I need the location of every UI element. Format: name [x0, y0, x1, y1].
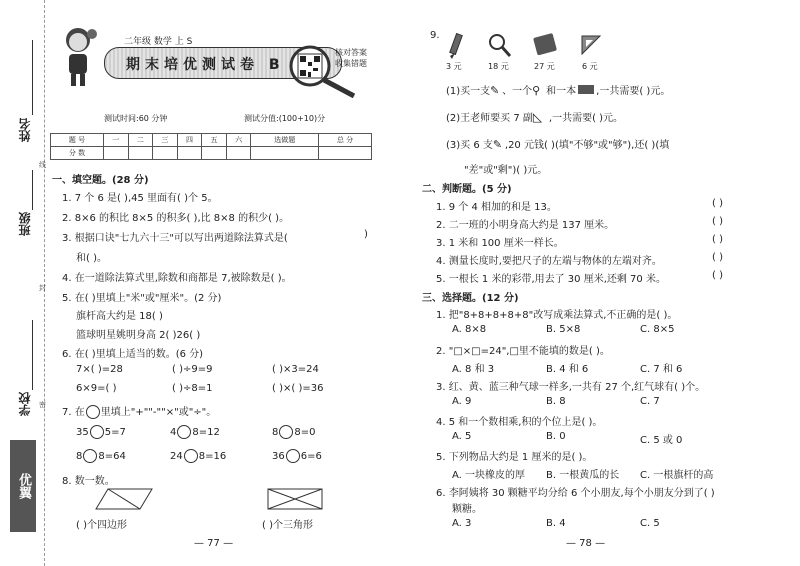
score-cell[interactable]: [226, 147, 251, 160]
question-9-3b: "差"或"剩")( )元。: [464, 165, 548, 176]
subject-line: 二年级 数学 上 S: [124, 37, 193, 47]
question-3: 3. 根据口诀"七九六十三"可以写出两道除法算式是(: [62, 233, 288, 244]
test-score: 测试分值:(100+10)分: [244, 114, 326, 123]
score-table-row: [51, 147, 372, 160]
choice-option: B. 一根黄瓜的长: [546, 470, 620, 481]
table-cell: 一: [103, 134, 128, 147]
q6-item: 6×9=( ): [76, 383, 117, 394]
table-cell: 六: [226, 134, 251, 147]
choice-question-2: 2. "□×□=24",□里不能填的数是( )。: [436, 346, 610, 357]
triangle-ruler-icon: [580, 32, 602, 56]
score-cell[interactable]: [153, 147, 178, 160]
score-cell[interactable]: [251, 147, 319, 160]
class-label: 班级: [18, 212, 32, 236]
score-table-row: [51, 134, 372, 147]
question-8b: ( )个三角形: [262, 520, 313, 531]
score-cell[interactable]: [202, 147, 227, 160]
price-pencil: 3 元: [446, 62, 462, 71]
price-notebook: 27 元: [534, 62, 555, 71]
blank-circle[interactable]: [177, 425, 191, 439]
score-cell[interactable]: [128, 147, 153, 160]
table-cell: 三: [153, 134, 178, 147]
choice-option: B. 8: [546, 396, 566, 407]
pencil-icon: ✎: [492, 138, 503, 151]
price-ruler: 6 元: [582, 62, 598, 71]
q7-item: 24 8=16: [170, 451, 227, 462]
school-label: 学校: [18, 392, 32, 416]
question-8a: ( )个四边形: [76, 520, 127, 531]
q6-item: ( )×3=24: [272, 364, 319, 375]
question-4: 4. 在一道除法算式里,除数和商都是 7,被除数是( )。: [62, 273, 292, 284]
brand-logo: 优翼: [10, 440, 36, 532]
notebook-icon: [578, 85, 594, 94]
q6-item: 7×( )=28: [76, 364, 123, 375]
girl-mascot-icon: [52, 22, 104, 88]
judge-answer[interactable]: ( ): [712, 216, 723, 227]
choice-option: C. 7: [640, 396, 660, 407]
choice-question-3: 3. 红、黄、蓝三种气球一样多,一共有 27 个,红气球有( )个。: [436, 382, 706, 393]
question-9: 9.: [430, 30, 440, 41]
operator-circle-icon: [86, 405, 100, 419]
judge-item: 3. 1 米和 100 厘米一样长。: [436, 238, 564, 249]
question-9-1: (1)买一支✎ 、一个⚲ 和一本 ,一共需要( )元。: [446, 84, 671, 97]
rectangle-triangles-figure-icon: [266, 487, 324, 511]
score-cell[interactable]: [103, 147, 128, 160]
table-cell: 二: [128, 134, 153, 147]
parallelogram-figure-icon: [94, 487, 154, 511]
judge-answer[interactable]: ( ): [712, 252, 723, 263]
choice-question-5: 5. 下列物品大约是 1 厘米的是( )。: [436, 452, 593, 463]
q6-item: ( )×( )=36: [272, 383, 324, 394]
judge-item: 5. 一根长 1 米的彩带,用去了 30 厘米,还剩 70 米。: [436, 274, 666, 285]
judge-item: 4. 测量长度时,要把尺子的左端与物体的左端对齐。: [436, 256, 662, 267]
blank-circle[interactable]: [83, 449, 97, 463]
choice-option: B. 5×8: [546, 324, 581, 335]
table-cell: 四: [177, 134, 202, 147]
question-6: 6. 在( )里填上适当的数。(6 分): [62, 349, 204, 360]
q7-item: 8 8=0: [272, 427, 316, 438]
magnifier-icon: ⚲: [532, 84, 541, 97]
seal-mark-1: 线: [39, 161, 46, 169]
ruler-set-icon: ◺: [532, 110, 543, 124]
table-cell: 题 号: [51, 134, 104, 147]
choice-option: A. 一块橡皮的厚: [452, 470, 526, 481]
notebook-icon: [531, 32, 561, 56]
table-cell: 总 分: [319, 134, 372, 147]
question-7: [62, 403, 216, 419]
test-time: 测试时间:60 分钟: [104, 114, 168, 123]
q7-item: 36 6=6: [272, 451, 322, 462]
section-fill-in: 一、填空题。(28 分): [52, 175, 149, 186]
choice-option: C. 5 或 0: [640, 435, 683, 446]
question-9-3: (3)买 6 支✎ ,20 元钱( )(填"不够"或"够"),还( )(填: [446, 138, 670, 151]
pencil-icon: [446, 32, 466, 60]
choice-option: A. 5: [452, 431, 472, 442]
judge-item: 2. 二一班的小明身高大约是 137 厘米。: [436, 220, 615, 231]
question-7-text-2: 里填上"+""-""×"或"÷"。: [100, 407, 217, 418]
qr-note-1: 核对答案: [335, 48, 367, 57]
table-cell: 五: [202, 134, 227, 147]
choice-option: C. 8×5: [640, 324, 675, 335]
choice-option: B. 0: [546, 431, 566, 442]
choice-option: A. 8×8: [452, 324, 487, 335]
seal-mark-2: 封: [39, 284, 46, 292]
exam-title: 期末培优测试卷 B: [126, 57, 285, 73]
choice-question-6: 6. 李阿姨将 30 颗糖平均分给 6 个小朋友,每个小朋友分到了( ): [436, 488, 715, 499]
question-5: 5. 在( )里填上"米"或"厘米"。(2 分): [62, 293, 222, 304]
choice-question-4: 4. 5 和一个数相乘,积的个位上是( )。: [436, 417, 603, 428]
q7-item: 35 5=7: [76, 427, 126, 438]
choice-option: B. 4: [546, 518, 566, 529]
table-cell: 分 数: [51, 147, 104, 160]
blank-circle[interactable]: [286, 449, 300, 463]
pencil-icon: ✎: [490, 84, 500, 97]
section-choice: 三、选择题。(12 分): [422, 293, 519, 304]
page-number-left: — 77 —: [194, 538, 234, 549]
q6-item: ( )÷9=9: [172, 364, 213, 375]
class-line: [32, 170, 33, 210]
choice-option: A. 8 和 3: [452, 364, 495, 375]
question-2: 2. 8×6 的积比 8×5 的积多( ),比 8×8 的积少( )。: [62, 213, 290, 224]
choice-option: C. 一根旗杆的高: [640, 470, 714, 481]
score-cell[interactable]: [177, 147, 202, 160]
q7-item: 4 8=12: [170, 427, 220, 438]
name-line: [32, 40, 33, 115]
table-cell: 选做题: [251, 134, 319, 147]
qr-note-2: 收集错题: [335, 59, 367, 68]
question-3-paren: ): [364, 229, 368, 240]
question-1: 1. 7 个 6 是( ),45 里面有( )个 5。: [62, 193, 218, 204]
choice-option: B. 4 和 6: [546, 364, 589, 375]
choice-question-6-line2: 颗糖。: [452, 504, 482, 515]
question-5b: 篮球明星姚明身高 2( )26( ): [76, 330, 201, 341]
q7-item: 8 8=64: [76, 451, 126, 462]
blank-circle[interactable]: [279, 425, 293, 439]
question-3-line2: 和( )。: [76, 253, 107, 264]
section-judge: 二、判断题。(5 分): [422, 184, 512, 195]
choice-option: A. 3: [452, 518, 472, 529]
choice-option: C. 5: [640, 518, 660, 529]
question-7-text: 7. 在: [62, 407, 85, 418]
choice-option: A. 9: [452, 396, 472, 407]
price-magnifier: 18 元: [488, 62, 509, 71]
name-label: 姓名: [18, 118, 32, 142]
score-table: [50, 133, 372, 160]
seal-mark-3: 密: [39, 401, 46, 409]
page-number-right: — 78 —: [566, 538, 606, 549]
question-9-2: (2)王老师要买 7 副◺ ,一共需要( )元。: [446, 110, 624, 124]
score-cell[interactable]: [319, 147, 372, 160]
blank-circle[interactable]: [90, 425, 104, 439]
blank-circle[interactable]: [184, 449, 198, 463]
question-5a: 旗杆高大约是 18( ): [76, 311, 163, 322]
question-8: 8. 数一数。: [62, 476, 115, 487]
magnifier-icon: [486, 32, 512, 58]
judge-answer[interactable]: ( ): [712, 198, 723, 209]
judge-answer[interactable]: ( ): [712, 270, 723, 281]
judge-answer[interactable]: ( ): [712, 234, 723, 245]
school-line: [32, 320, 33, 390]
q6-item: ( )÷8=1: [172, 383, 213, 394]
choice-question-1: 1. 把"8+8+8+8+8"改写成乘法算式,不正确的是( )。: [436, 310, 678, 321]
choice-option: C. 7 和 6: [640, 364, 683, 375]
judge-item: 1. 9 个 4 相加的和是 13。: [436, 202, 557, 213]
